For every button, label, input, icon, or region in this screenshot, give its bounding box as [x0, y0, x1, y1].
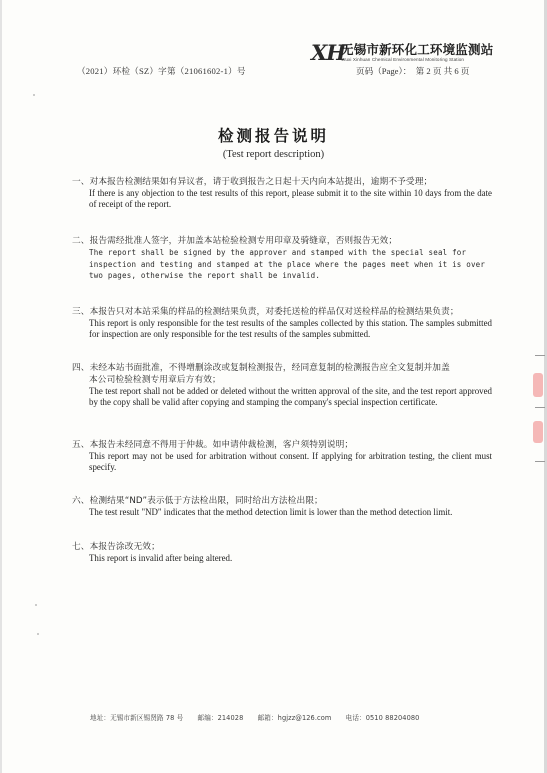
footer-phone: 电话：0510 88204080 — [345, 714, 420, 722]
footer-postcode: 邮编：214028 — [197, 714, 244, 722]
seal-fragment-mark — [533, 421, 543, 443]
section-7-cn: 七、本报告涂改无效； — [72, 542, 160, 552]
section-3-cn: 三、本报告只对本站采集的样品的检测结果负责，对委托送检的样品仅对送检样品的检测结果负责； — [72, 307, 459, 317]
page-title: 检测报告说明 — [217, 126, 329, 145]
paper-speck — [33, 94, 35, 96]
section-6-en: The test result "ND" indicates that the method detection limit is lower than the method detection limit. — [89, 507, 453, 517]
section-2-en: The report shall be signed by the approver and stamped with the special seal for inspection and testing and stamped at the place where the pages meet when it is over two pages, otherwise the report shall be invalid. — [89, 248, 486, 280]
seal-edge-line — [535, 355, 545, 356]
paper-speck — [35, 604, 37, 606]
section-4-cn: 四、未经本站书面批准，不得增删涂改或复制检测报告，经同意复制的检测报告应全文复制并加盖 — [72, 363, 450, 373]
section-1-en: If there is any objection to the test results of this report, please submit it to the site within 10 days from the date of receipt of the report. — [89, 188, 492, 209]
footer-email: 邮箱：hgjzz@126.com — [257, 714, 332, 722]
section-2 — [72, 235, 492, 282]
section-6-cn: 六、检测结果“ND”表示低于方法检出限，同时给出方法检出限； — [72, 496, 323, 506]
paper-speck — [37, 633, 39, 635]
section-3 — [72, 306, 492, 340]
section-7 — [72, 541, 492, 564]
section-1-cn: 一、对本报告检测结果如有异议者，请于收到报告之日起十天内向本站提出，逾期不予受理； — [72, 177, 433, 187]
page-subtitle: (Test report description) — [222, 149, 325, 160]
section-2-cn: 二、报告需经批准人签字，并加盖本站检验检测专用印章及骑缝章，否则报告无效； — [72, 236, 398, 246]
section-4-cn-cont: 本公司检验检测专用章后方有效； — [89, 375, 221, 385]
page-edge-left — [0, 0, 2, 773]
logo-name-cn: 无锡市新环化工环境监测站 — [341, 42, 494, 57]
section-3-en: This report is only responsible for the test results of the samples collected by this station. The samples submitted for inspection are only responsible for the test results of the samples submitted. — [89, 318, 492, 339]
section-4 — [72, 362, 492, 408]
section-5 — [72, 439, 492, 473]
page-footer — [90, 712, 431, 722]
section-5-cn: 五、本报告未经同意不得用于仲裁。如申请仲裁检测，客户须特别说明； — [72, 440, 354, 450]
seal-fragment-mark — [533, 373, 543, 397]
section-6 — [72, 495, 492, 518]
logo-mark: XH — [311, 40, 346, 65]
seal-edge-line — [535, 407, 545, 408]
seal-edge-line — [535, 461, 545, 462]
section-4-en: The test report shall not be added or deleted without the written approval of the site, and the test report approved by the copy shall be valid after copying and stamping the company's special inspection certificate. — [89, 386, 492, 407]
section-7-en: This report is invalid after being altered. — [89, 553, 233, 563]
logo-name-en: Wuxi Xinhuan Chemical Environmental Monitoring Station — [341, 57, 465, 62]
report-number: （2021）环检（SZ）字第（21061602-1）号 — [77, 66, 246, 76]
section-5-en: This report may not be used for arbitration without consent. If applying for arbitration testing, the client must specify. — [89, 451, 492, 472]
footer-address: 地址：无锡市新区锡贤路 78 号 — [90, 714, 184, 722]
seal-fragment-strip — [533, 355, 545, 465]
section-1 — [72, 176, 492, 210]
page-number: 页码（Page）： 第 2 页 共 6 页 — [356, 66, 470, 76]
